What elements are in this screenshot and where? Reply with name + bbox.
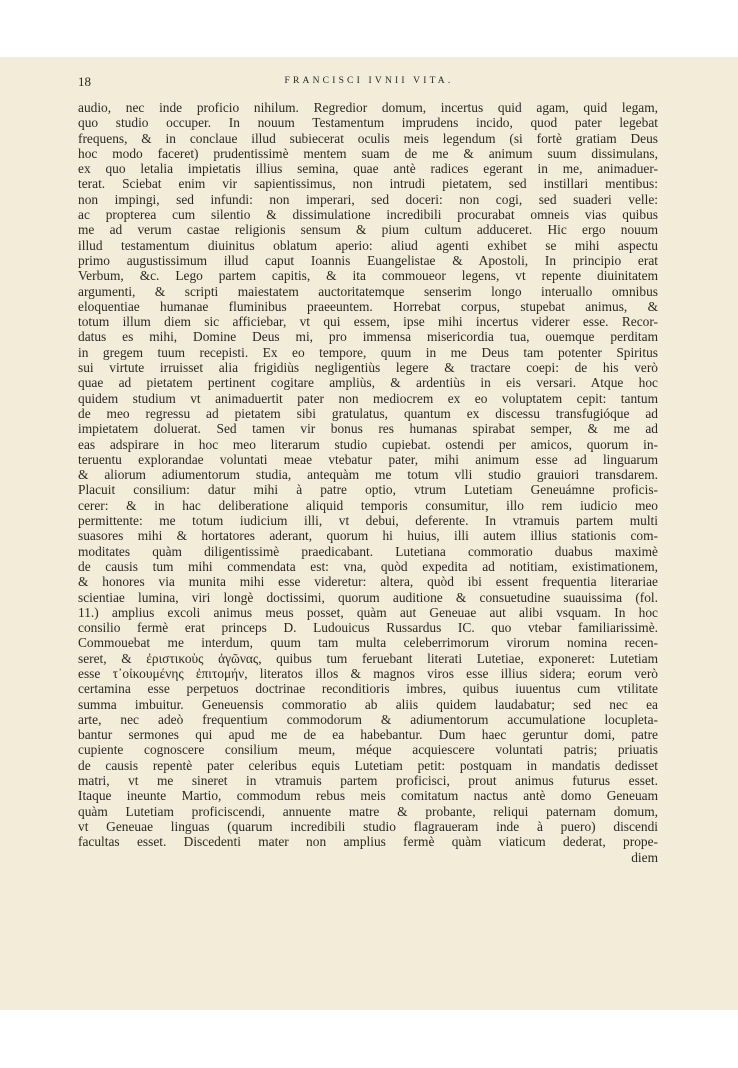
text-line: Placuit consilium: datur mihi à patre optio, vtrum Lutetiam Geneuámne proficis- bbox=[78, 482, 658, 498]
text-line: hoc modo faceret) prudentissimè mentem suam de me & animum suum dissimulans, bbox=[78, 145, 658, 161]
text-line: datus es mihi, Domine Deus mi, pro immensa misericordia tua, ouemque perditam bbox=[78, 329, 658, 345]
text-line: 11.) amplius excoli animus meus posset, quàm aut Geneuae aut alibi vsquam. In hoc bbox=[78, 604, 658, 620]
text-line: eas adspirare in hoc meo literarum studio cupiebat. ostendi per amicos, quorum in- bbox=[78, 436, 658, 452]
text-line: teruentu explorandae voluntati meae vtebatur pater, mihi animum esse ad linguarum bbox=[78, 451, 658, 467]
text-line: totum illum diem sic afficiebar, vt qui essem, ipse mihi incertus viderer esse. Recor- bbox=[78, 314, 658, 330]
body-text bbox=[78, 100, 658, 865]
text-line: facultas esset. Discedenti mater non amplius fermè quàm viaticum dederat, prope- bbox=[78, 834, 658, 850]
book-page bbox=[0, 57, 738, 1010]
text-line: Verbum, &c. Lego partem capitis, & ita commoueor legens, vt repente diuinitatem bbox=[78, 268, 658, 284]
text-line: in gregem tuum recepisti. Ex eo tempore, quum in me Deus tam potenter Spiritus bbox=[78, 344, 658, 360]
text-line: & aliorum adiumentorum studia, antequàm me totum vlli studio grauiori transdarem. bbox=[78, 467, 658, 483]
text-line: cerer: & in hac deliberatione aliquid temporis consumitur, illo rem iudicio meo bbox=[78, 497, 658, 513]
text-line: ac propterea cum silentio & dissimulatione incredibili procurabat omneis vias quibus bbox=[78, 207, 658, 223]
text-line: eloquentiae humanae fluminibus praeeuntem. Horrebat corpus, stupebat animus, & bbox=[78, 298, 658, 314]
text-line: suasores mihi & hortatores aderant, quorum hi huius, illi autem illius stationis com- bbox=[78, 528, 658, 544]
catchword: diem bbox=[631, 849, 658, 865]
text-line: impietatem doluerat. Sed tamen vir bonus res humanas spirabat semper, & me ad bbox=[78, 421, 658, 437]
text-line: vt Geneuae linguas (quarum incredibili studio flagraueram inde à puero) discendi bbox=[78, 818, 658, 834]
text-line: bantur sermones qui apud me de ea habebantur. Dum haec geruntur domi, patre bbox=[78, 727, 658, 743]
text-line: moditates quàm diligentissimè praedicabant. Lutetiana commoratio duabus maximè bbox=[78, 543, 658, 559]
text-line: de causis tum mihi commendata est: vna, quòd expedita ad notitiam, existimationem, bbox=[78, 558, 658, 574]
text-line: matri, vt me sineret in vtramuis partem proficisci, prout animus futurus esset. bbox=[78, 773, 658, 789]
text-line: sui virtute irruisset alia frigidiùs negligentiùs legere & tractare coepi: de his verò bbox=[78, 360, 658, 376]
text-line: argumenti, & scripti maiestatem auctoritatemque senserim longo interuallo omnibus bbox=[78, 283, 658, 299]
text-line: scientiae lumina, viri longè doctissimi, quorum auditione & consuetudine suauissima (fol. bbox=[78, 589, 658, 605]
text-line: arte, nec adeò frequentium commodorum & adiumentorum accumulatione locupleta- bbox=[78, 711, 658, 727]
text-line: Itaque ineunte Martio, commodum rebus meis comitatum nactus antè domo Geneuam bbox=[78, 788, 658, 804]
text-line: Commouebat me interdum, quum tam multa celeberrimorum virorum nomina recen- bbox=[78, 635, 658, 651]
text-line: illud testamentum diuinitus oblatum aperio: aliud agenti exhibet se mihi aspectu bbox=[78, 237, 658, 253]
text-line: certamina esse perpetuos doctrinae reconditioris imbres, quibus iuuentus cum vtilitate bbox=[78, 681, 658, 697]
text-line: audio, nec inde proficio nihilum. Regredior domum, incertus quid agam, quid legam, bbox=[78, 100, 658, 115]
text-line: permittente: me totum iudicium illi, vt debui, deferente. In vtramuis partem multi bbox=[78, 513, 658, 529]
running-title: FRANCISCI IVNII VITA. bbox=[284, 76, 454, 86]
text-line: seret, & ἐριστικοὺς ἀγῶνας, quibus tum feruebant literati Lutetiae, exponeret: Lutetiam bbox=[78, 650, 658, 666]
text-line: summa imbuitur. Geneuensis commoratio ab aliis quidem laudabatur; sed nec ea bbox=[78, 696, 658, 712]
text-line: cupiente cognoscere consilium meum, méque acquiescere voluntati patris; priuatis bbox=[78, 742, 658, 758]
text-line: frequens, & in conclaue illud subiecerat oculis meis legendum (si fortè gratiam Deus bbox=[78, 130, 658, 146]
text-line: de meo regressu ad pietatem sibi gratulatus, quantum ex discessu transfugióque ad bbox=[78, 405, 658, 421]
text-line: esse τ᾽οἰκουμένης ἐπιτομήν, literatos illos & magnos viros esse illius sidera; eorum verò bbox=[78, 665, 658, 681]
text-line: quae ad pietatem pertinent cogitare ampliùs, & ardentiùs in eis versari. Atque hoc bbox=[78, 375, 658, 391]
text-line: non impingi, sed infundi: non imperari, sed doceri: non cogi, sed suaderi velle: bbox=[78, 191, 658, 207]
text-line: consilio fermè erat princeps D. Ludouicus Russardus IC. quo vtebar familiarissimè. bbox=[78, 620, 658, 636]
text-line: de causis repentè pater celeribus equis Lutetiam petit: postquam in mandatis dedisset bbox=[78, 757, 658, 773]
text-line: quo studio occuper. In nouum Testamentum imprudens incido, quod pater legebat bbox=[78, 115, 658, 131]
text-line: terat. Sciebat enim vir sapientissimus, non intrudi pietatem, sed instillari mentibus: bbox=[78, 176, 658, 192]
text-line: quidem studium vt animaduertit pater non mediocrem ex eo voluptatem cepit: tantum bbox=[78, 390, 658, 406]
text-line: & honores via munita mihi esse videretur: altera, quòd ibi essent frequentia literariae bbox=[78, 574, 658, 590]
text-line: me ad verum castae religionis sensum & pium cultum adduceret. Hic ergo nouum bbox=[78, 222, 658, 238]
text-line: ex quo letalia impietatis illius semina, quae antè radices egerant in me, animaduer- bbox=[78, 161, 658, 177]
page-number: 18 bbox=[78, 74, 91, 89]
text-line: primo augustissimum illud caput Ioannis Euangelistae & Apostoli, In principio erat bbox=[78, 252, 658, 268]
text-line: quàm Lutetiam proficiscendi, annuente matre & probante, reliqui paternam domum, bbox=[78, 803, 658, 819]
